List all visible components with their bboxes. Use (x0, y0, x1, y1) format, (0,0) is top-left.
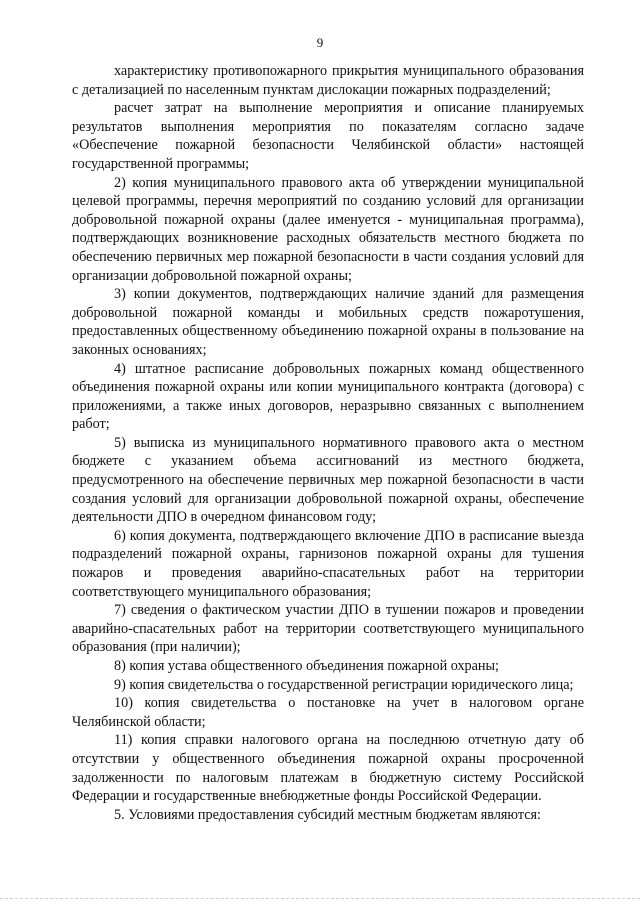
paragraph-fire-coverage: характеристику противопожарного прикрытия муниципального образования с детализацией по населенным пунктам дислокации пожарных подразделений; (72, 63, 584, 98)
paragraph-item-5: 5) выписка из муниципального нормативного правового акта о местном бюджете с указанием объема ассигнований из местного бюджета, предусмотренного на обеспечение первичных мер пожарной безопасности в части создания условий для организации добровольной пожарной охраны, обеспечение деятельности ДПО в очередном финансовом году; (72, 434, 584, 526)
paragraph-item-2: 2) копия муниципального правового акта об утверждении муниципальной целевой программы, перечня мероприятий по созданию условий для организации добровольной пожарной охраны (далее именуется - муниципальная программа), подтверждающих возникновение расходных обязательств местного бюджета по обеспечению первичных мер пожарной безопасности в части создания условий для организации добровольной пожарной охраны; (72, 174, 584, 284)
paragraph-cost-calculation: расчет затрат на выполнение мероприятия и описание планируемых результатов выполнения мероприятия по показателям согласно задаче «Обеспечение пожарной безопасности Челябинской области» настоящей государственной программы; (72, 100, 584, 172)
page-number: 9 (316, 35, 324, 50)
paragraph-item-4: 4) штатное расписание добровольных пожарных команд общественного объединения пожарной охраны или копии муниципального контракта (договора) с приложениями, а также иных договоров, неразрывно связанных с выполнением работ; (72, 360, 584, 433)
paragraph-item-8: 8) копия устава общественного объединения пожарной охраны; (114, 658, 499, 674)
scan-edge-divider (0, 898, 640, 899)
paragraph-item-7: 7) сведения о фактическом участии ДПО в тушении пожаров и проведении аварийно-спасательных работ на территории соответствующего муниципального образования (при наличии); (72, 602, 584, 656)
document-body (72, 62, 584, 824)
paragraph-item-11: 11) копия справки налогового органа на последнюю отчетную дату об отсутствии у общественного объединения пожарной охраны просроченной задолженности по налоговым платежам в бюджетную систему Российской Федерации и государственные внебюджетные фонды Российской Федерации. (72, 732, 584, 805)
paragraph-item-10: 10) копия свидетельства о постановке на учет в налоговом органе Челябинской области; (72, 695, 584, 730)
paragraph-item-3: 3) копии документов, подтверждающих наличие зданий для размещения добровольной пожарной команды и мобильных средств пожаротушения, предоставленных общественному объединению пожарной охраны в пользование на законных основаниях; (72, 286, 584, 358)
paragraph-item-6: 6) копия документа, подтверждающего включение ДПО в расписание выезда подразделений пожарной охраны, гарнизонов пожарной охраны для тушения пожаров и проведения аварийно-спасательных работ на территории соответствующего муниципального образования; (72, 527, 584, 600)
paragraph-section-5: 5. Условиями предоставления субсидий местным бюджетам являются: (114, 806, 541, 823)
paragraph-item-9: 9) копия свидетельства о государственной регистрации юридического лица; (114, 676, 574, 693)
